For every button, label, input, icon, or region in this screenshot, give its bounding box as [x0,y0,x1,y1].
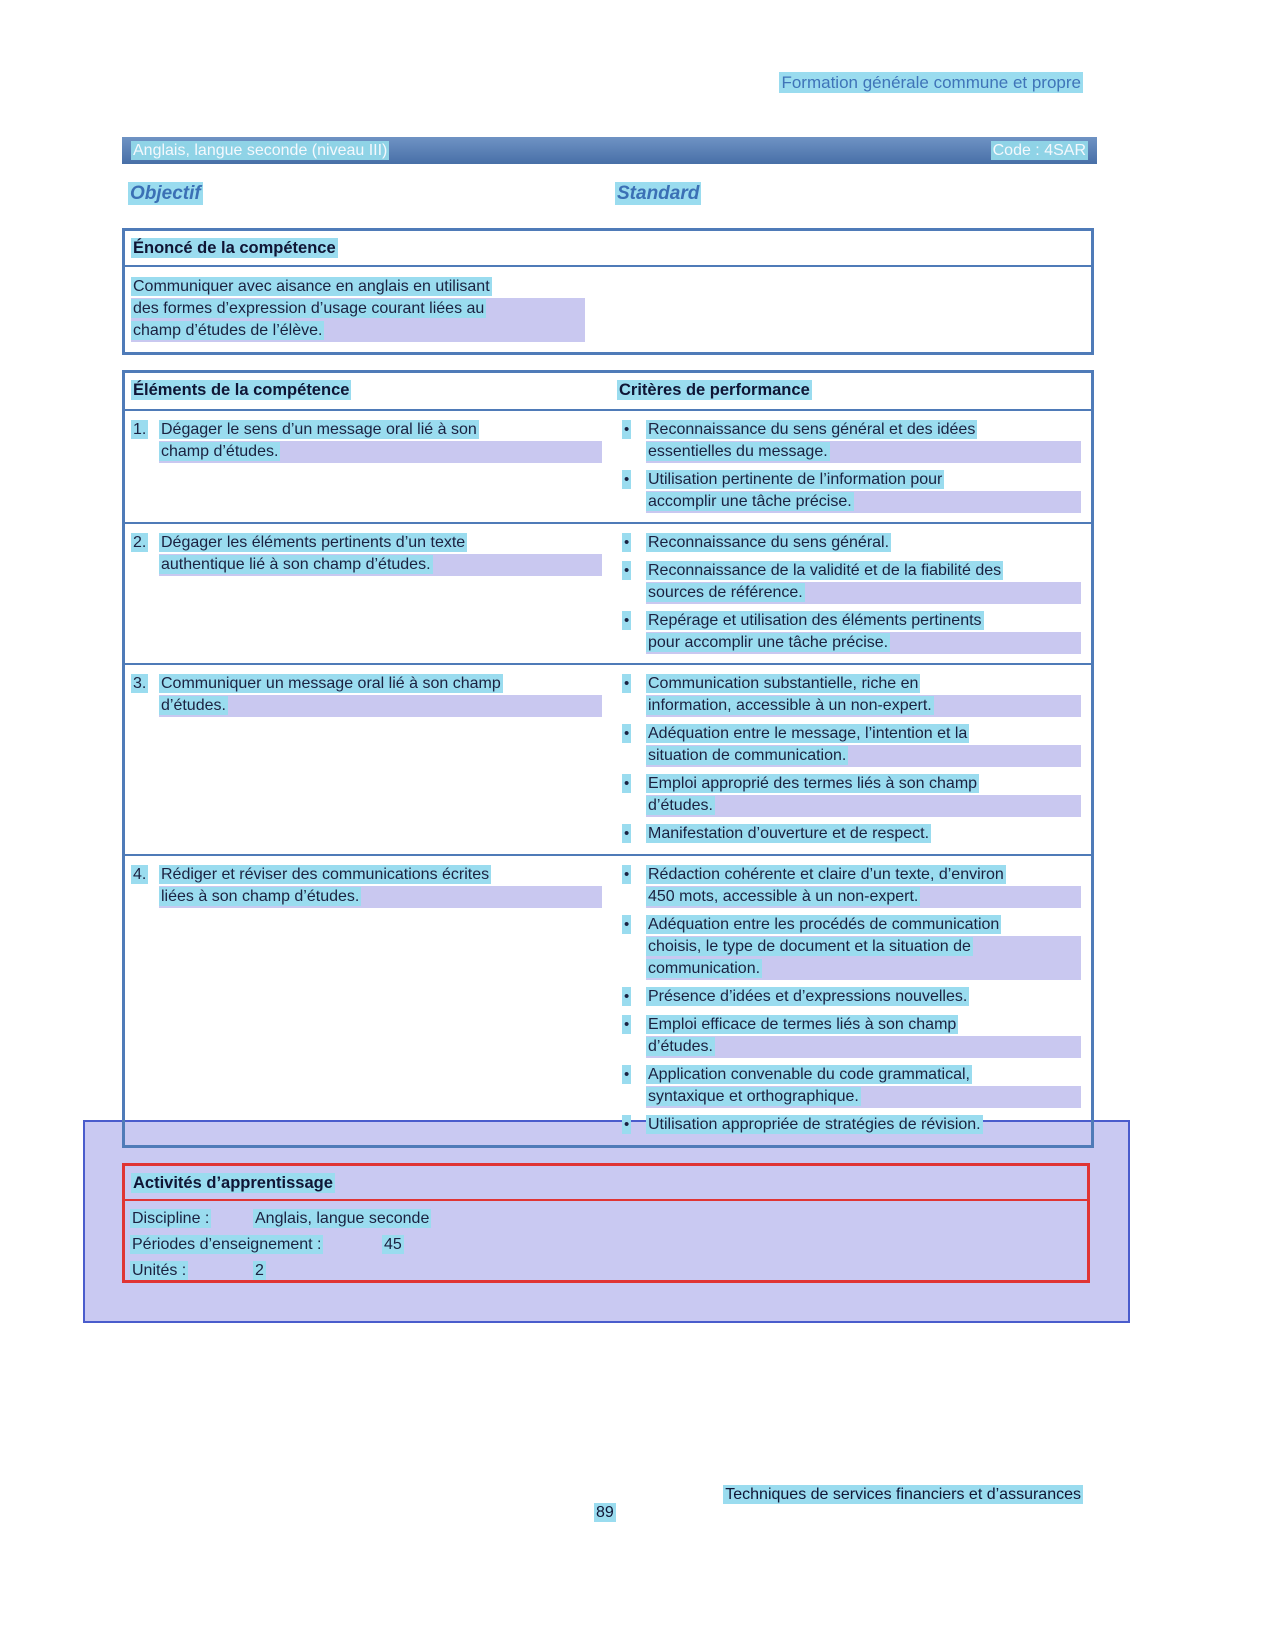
criteria-text: Application convenable du code grammatical, syntaxique et orthographique. [646,1064,1091,1108]
competence-table-header [125,373,1091,411]
element-cell [125,419,612,513]
activity-row-discipline [130,1208,1087,1234]
criteria-cell [612,532,1091,654]
footer-program-text: Techniques de services financiers et d’assurances [725,1486,1081,1503]
criteria-text: Repérage et utilisation des éléments pertinents pour accomplir une tâche précise. [646,610,1091,654]
criteria-item [612,986,1091,1008]
element-number: 3. [133,675,147,692]
criteria-item [612,560,1091,604]
page-number: 89 [596,1504,614,1521]
bullet-icon: • [624,866,630,883]
activity-row-periodes [130,1234,1087,1260]
competence-row-4 [125,856,1091,1145]
criteria-text: Présence d’idées et d’expressions nouvelles. [648,988,968,1005]
criteria-item [612,823,1091,845]
learning-activities-panel [83,1120,1130,1323]
course-title: Anglais, langue seconde (niveau III) [133,141,388,159]
page-header [779,73,1083,93]
activities-header: Activités d’apprentissage [125,1166,1087,1201]
criteria-item [612,1114,1091,1136]
criteria-item [612,723,1091,767]
bullet-icon: • [624,612,630,629]
heading-standard: Standard [617,183,700,204]
bullet-icon: • [624,421,630,438]
element-cell [125,864,612,1136]
activity-value: 2 [255,1262,264,1279]
bullet-icon: • [624,916,630,933]
bullet-icon: • [624,988,630,1005]
element-text: Communiquer un message oral lié à son champ d’études. [159,673,612,717]
criteria-text: Rédaction cohérente et claire d’un texte, d’environ 450 mots, accessible à un non-expert. [646,864,1091,908]
criteria-text: Emploi approprié des termes liés à son champ d’études. [646,773,1091,817]
bullet-icon: • [624,1016,630,1033]
bullet-icon: • [624,1066,630,1083]
criteria-item [612,532,1091,554]
page-header-text: Formation générale commune et propre [781,73,1081,92]
bullet-icon: • [624,775,630,792]
criteria-item [612,1014,1091,1058]
competence-row-1 [125,411,1091,524]
criteria-item [612,914,1091,980]
bullet-icon: • [624,675,630,692]
criteria-item [612,864,1091,908]
criteria-item [612,610,1091,654]
bullet-icon: • [624,825,630,842]
learning-activities-box [122,1163,1090,1283]
activity-value: 45 [384,1236,402,1253]
criteria-text: Utilisation appropriée de stratégies de révision. [648,1116,981,1133]
activity-label: Discipline : [132,1210,210,1227]
element-text: Dégager les éléments pertinents d’un texte authentique lié à son champ d’études. [159,532,612,576]
enonce-body: Communiquer avec aisance en anglais en utilisant des formes d’expression d’usage courant liées au champ d’études de l’élève. [125,267,591,352]
criteria-text: Reconnaissance du sens général et des idées essentielles du message. [646,419,1091,463]
enonce-table [122,228,1094,355]
criteria-text: Reconnaissance du sens général. [648,534,890,551]
element-number: 4. [133,866,147,883]
element-text: Dégager le sens d’un message oral lié à son champ d’études. [159,419,612,463]
element-number: 2. [133,534,147,551]
criteria-cell [612,864,1091,1136]
criteria-text: Manifestation d’ouverture et de respect. [648,825,930,842]
criteria-text: Utilisation pertinente de l’information pour accomplir une tâche précise. [646,469,1091,513]
criteria-cell [612,419,1091,513]
activity-row-unites [130,1260,1087,1286]
bullet-icon: • [624,471,630,488]
element-text: Rédiger et réviser des communications écrites liées à son champ d’études. [159,864,612,908]
footer-program [723,1486,1083,1504]
enonce-header: Énoncé de la compétence [125,231,1091,267]
criteria-text: Adéquation entre le message, l’intention et la situation de communication. [646,723,1091,767]
element-cell [125,532,612,654]
element-number: 1. [133,421,147,438]
criteria-item [612,673,1091,717]
competence-row-2 [125,524,1091,665]
col-header-criteres: Critères de performance [619,381,810,399]
activity-label: Périodes d’enseignement : [132,1236,322,1253]
activities-rows [125,1201,1087,1286]
competence-row-3 [125,665,1091,856]
bullet-icon: • [624,562,630,579]
course-code: Code : 4SAR [992,141,1086,159]
activity-value: Anglais, langue seconde [255,1210,430,1227]
bullet-icon: • [624,725,630,742]
criteria-item [612,773,1091,817]
criteria-text: Communication substantielle, riche en information, accessible à un non-expert. [646,673,1091,717]
activity-label: Unités : [132,1262,187,1279]
criteria-item [612,469,1091,513]
criteria-text: Emploi efficace de termes liés à son champ d’études. [646,1014,1091,1058]
criteria-item [612,419,1091,463]
competence-table [122,370,1094,1148]
element-cell [125,673,612,845]
course-banner [122,137,1097,164]
criteria-cell [612,673,1091,845]
col-header-elements: Éléments de la compétence [133,381,350,399]
criteria-item [612,1064,1091,1108]
bullet-icon: • [624,534,630,551]
heading-objectif: Objectif [130,183,201,204]
bullet-icon: • [624,1116,630,1133]
criteria-text: Adéquation entre les procédés de communication choisis, le type de document et la situation de communication. [646,914,1091,980]
criteria-text: Reconnaissance de la validité et de la fiabilité des sources de référence. [646,560,1091,604]
